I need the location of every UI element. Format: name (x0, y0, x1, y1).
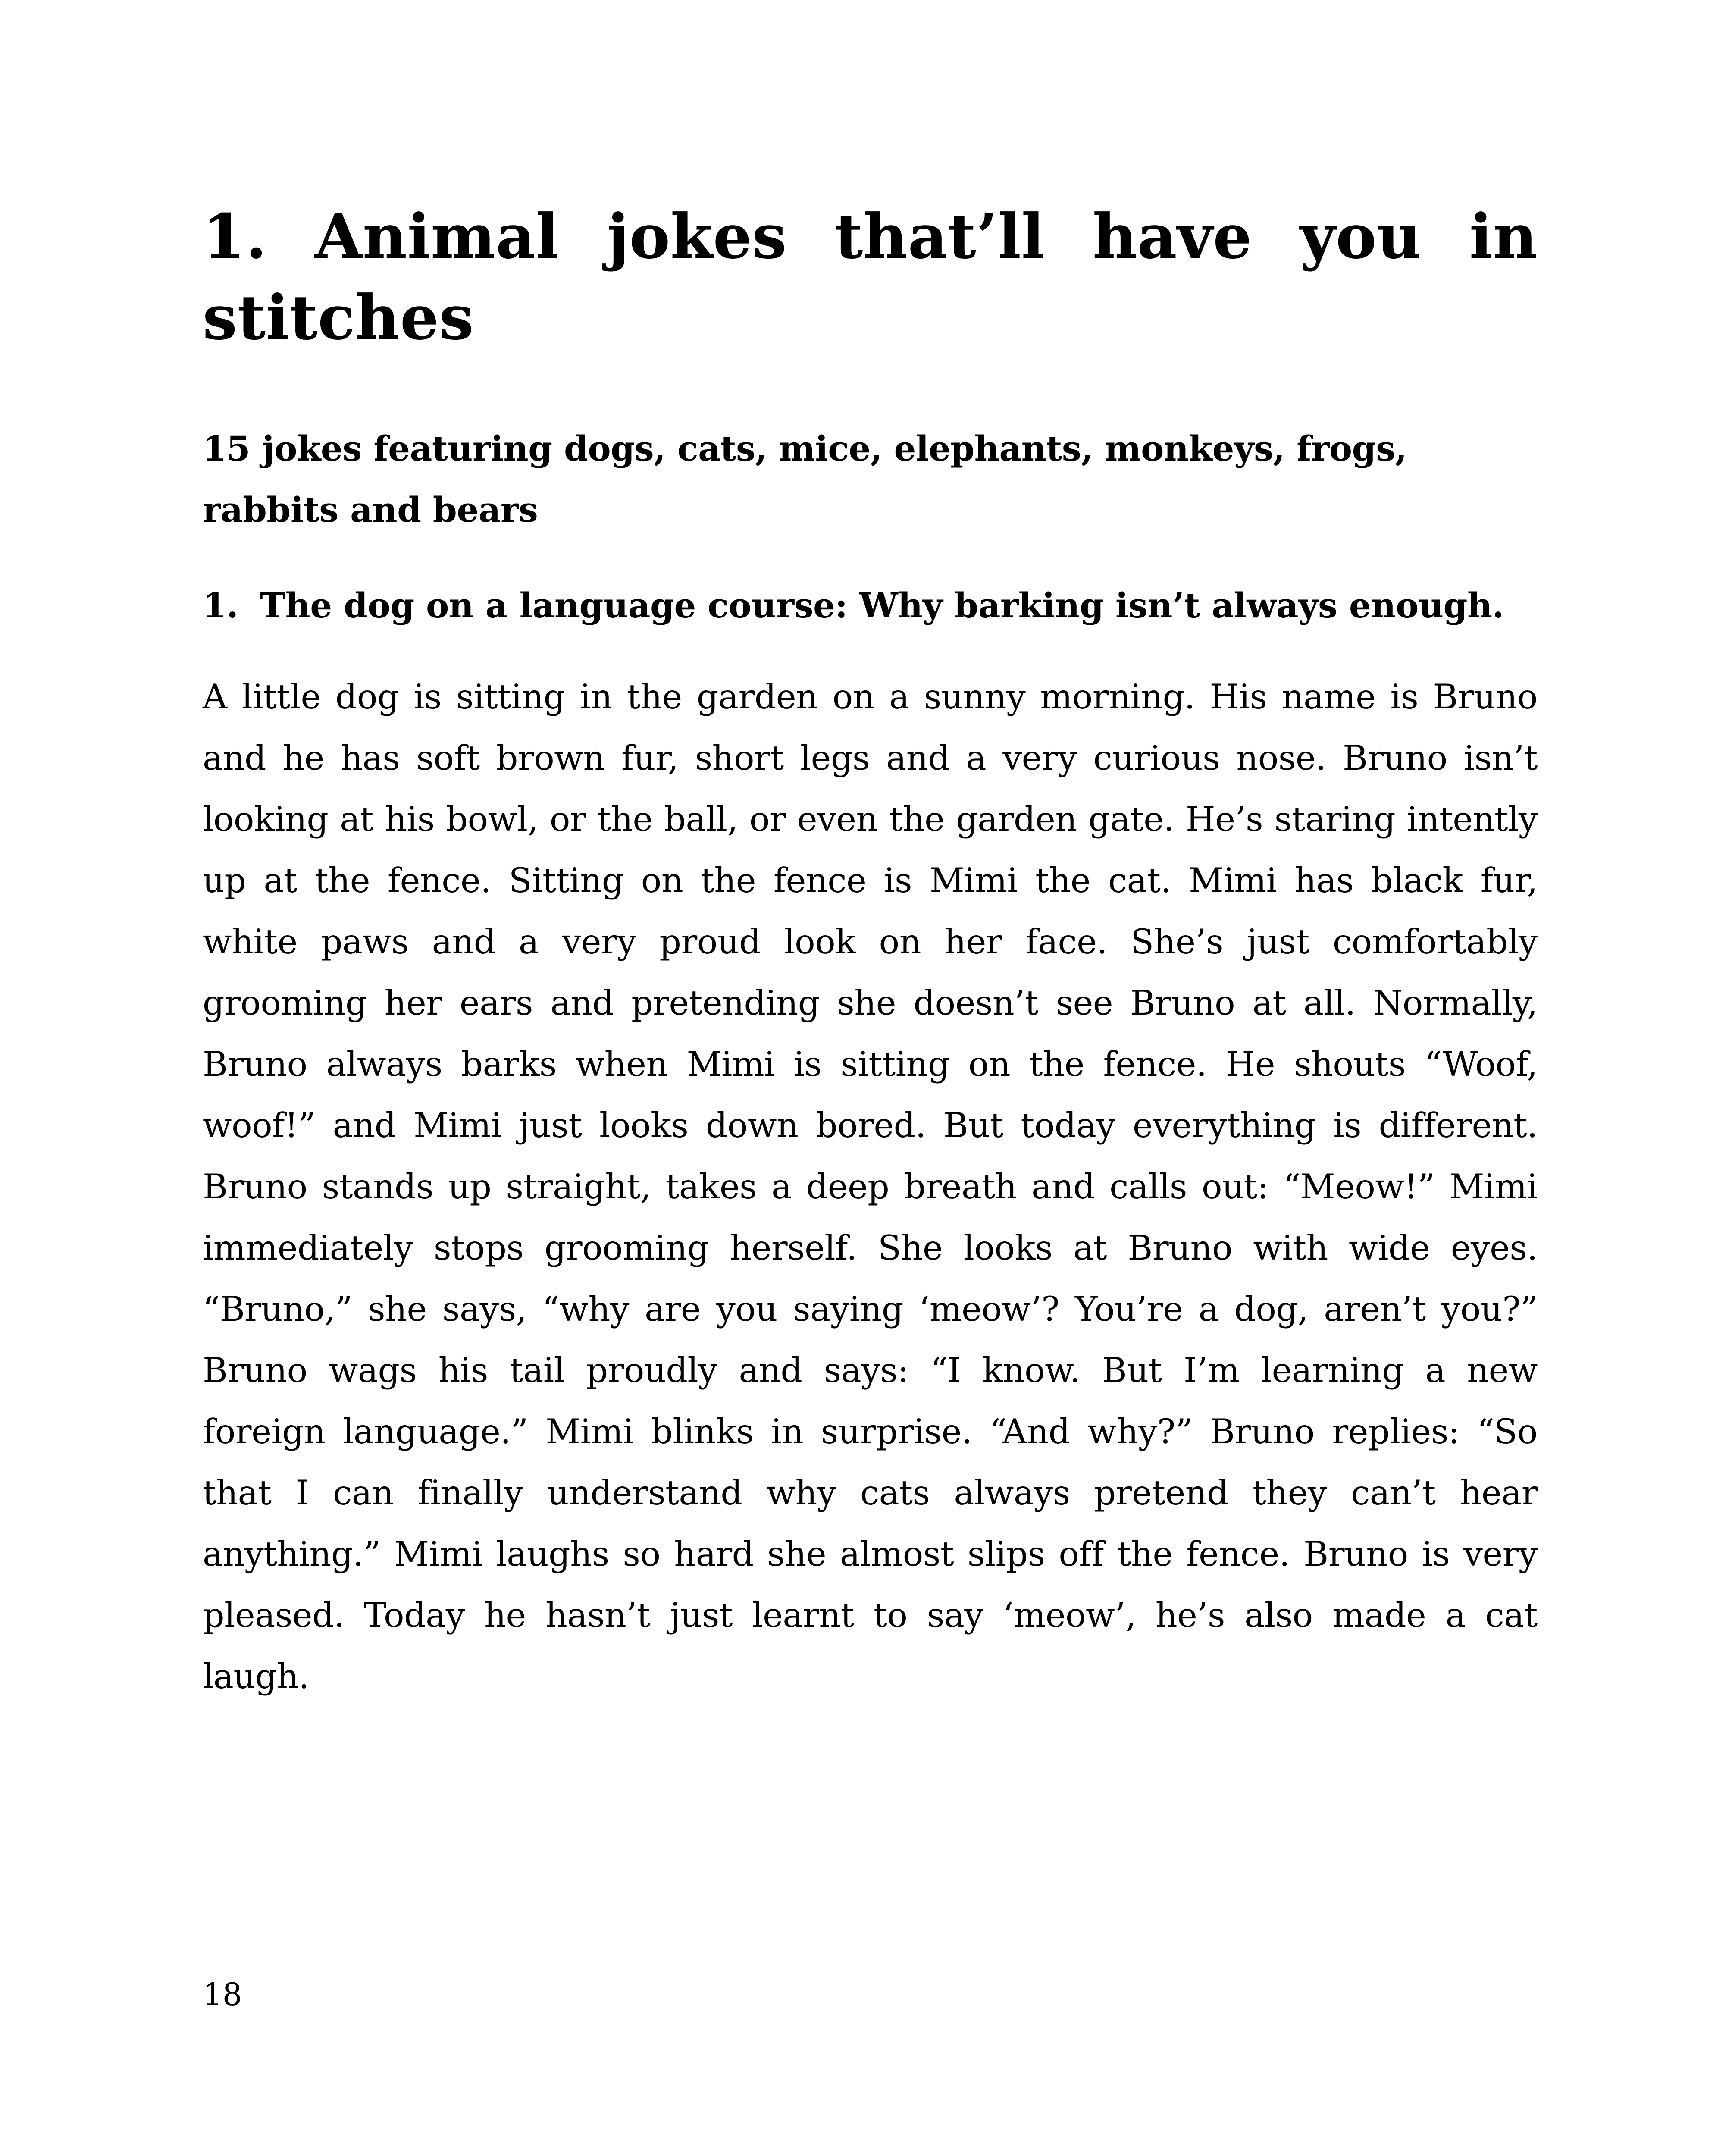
chapter-title: 1. Animal jokes that’ll have you in stitches (203, 201, 1538, 354)
joke-heading (203, 575, 1538, 636)
joke-title: The dog on a language course: Why barking isn’t always enough. (260, 585, 1504, 626)
page-number: 18 (203, 1976, 242, 2012)
page-content (203, 196, 1538, 1707)
joke-body-paragraph: A little dog is sitting in the garden on a sunny morning. His name is Bruno and he has soft brown fur, short legs and a very curious nose. Bruno isn’t looking at his bowl, or the ball, or even the garden gate. He’s staring intently up at the fence. Sitting on the fence is Mimi the cat. Mimi has black fur, white paws and a very proud look on her face. She’s just comfortably grooming her ears and pretending she doesn’t see Bruno at all. Normally, Bruno always barks when Mimi is sitting on the fence. He shouts “Woof, woof!” and Mimi just looks down bored. But today everything is different. Bruno stands up straight, takes a deep breath and calls out: “Meow!” Mimi immediately stops grooming herself. She looks at Bruno with wide eyes. “Bruno,” she says, “why are you saying ‘meow’? You’re a dog, aren’t you?” Bruno wags his tail proudly and says: “I know. But I’m learning a new foreign language.” Mimi blinks in surprise. “And why?” Bruno replies: “So that I can finally understand why cats always pretend they can’t hear anything.” Mimi laughs so hard she almost slips off the fence. Bruno is very pleased. Today he hasn’t just learnt to say ‘meow’, he’s also made a cat laugh. (203, 677, 1538, 1696)
joke-number: 1. (203, 585, 238, 626)
chapter-subtitle: 15 jokes featuring dogs, cats, mice, elephants, monkeys, frogs, rabbits and bears (203, 428, 1407, 530)
